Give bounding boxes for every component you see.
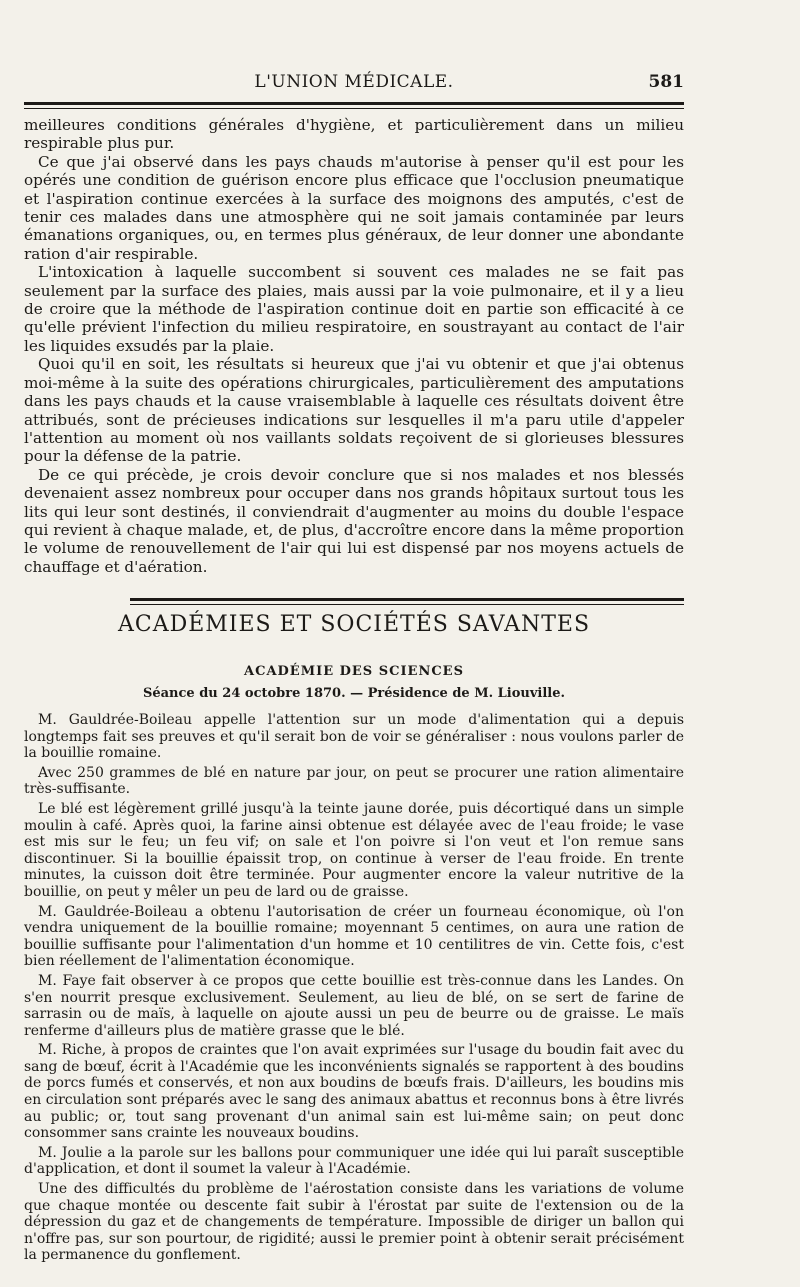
paragraph: meilleures conditions générales d'hygiène, et particulièrement dans un milieu respirable plus pur. xyxy=(24,116,684,153)
page-header xyxy=(24,70,684,102)
running-title: L'UNION MÉDICALE. xyxy=(254,72,454,92)
paragraph: Le blé est légèrement grillé jusqu'à la teinte jaune dorée, puis décortiqué dans un simple moulin à café. Après quoi, la farine ainsi obtenue est délayée avec de l'eau froide; le vase est mis sur le feu; un feu vif; on sale et l'on poivre si l'on veut et l'on remue sans discontinuer. Si la bouillie épaissit trop, on continue à verser de l'eau froide. En trente minutes, la cuisson doit être terminée. Pour augmenter encore la valeur nutritive de la bouillie, on peut y mêler un peu de lard ou de graisse. xyxy=(24,800,684,900)
academy-report xyxy=(24,712,684,1267)
paragraph: Avec 250 grammes de blé en nature par jour, on peut se procurer une ration alimentaire très-suffisante. xyxy=(24,764,684,798)
section-title: ACADÉMIES ET SOCIÉTÉS SAVANTES xyxy=(117,612,591,637)
paragraph: Quoi qu'il en soit, les résultats si heureux que j'ai vu obtenir et que j'ai obtenus moi-même à la suite des opérations chirurgicales, particulièrement des amputations dans les pays chauds et la cause vraisemblable à laquelle ces résultats doivent être attribués, sont de précieuses indications sur lesquelles il m'a paru utile d'appeler l'attention au moment où nos vaillants soldats reçoivent de si glorieuses blessures pour la défense de la patrie. xyxy=(24,355,684,466)
paragraph: M. Riche, à propos de craintes que l'on avait exprimées sur l'usage du boudin fait avec du sang de bœuf, écrit à l'Académie que les inconvénients signalés se rapportent à des boudins de porcs fumés et conservés, et non aux boudins de bœufs frais. D'ailleurs, les boudins mis en circulation sont préparés avec le sang des animaux abattus et reconnus bons à être livrés au public; or, tout sang provenant d'un animal sain est lui-même sain; on peut donc consommer sans crainte les nouveaux boudins. xyxy=(24,1042,684,1142)
section-rule xyxy=(130,598,684,601)
paragraph: Une des difficultés du problème de l'aérostation consiste dans les variations de volume que chaque montée ou descente fait subir à l'érostat par suite de l'extension ou de la dépression du gaz et de changements de température. Impossible de diriger un ballon qui n'offre pas, sur son pourtour, de rigidité; aussi le premier point à obtenir serait précisément la permanence du gonflement. xyxy=(24,1181,684,1264)
header-rule-thin xyxy=(24,108,684,109)
paragraph: Ce que j'ai observé dans les pays chauds m'autorise à penser qu'il est pour les opérés une condition de guérison encore plus efficace que l'occlusion pneumatique et l'aspiration continue exercées à la surface des moignons des amputés, c'est de tenir ces malades dans une atmosphère qui ne soit jamais contaminée par leurs émanations organiques, ou, en termes plus généraux, de leur donner une abondante ration d'air respirable. xyxy=(24,152,684,263)
section-rule-thin xyxy=(130,604,684,605)
paragraph: M. Faye fait observer à ce propos que cette bouillie est très-connue dans les Landes. On s'en nourrit presque exclusivement. Seulement, au lieu de blé, on se sert de farine de sarrasin ou de maïs, à laquelle on ajoute aussi un peu de beurre ou de graisse. Le maïs renferme d'ailleurs plus de matière grasse que le blé. xyxy=(24,972,684,1039)
paragraph: L'intoxication à laquelle succombent si souvent ces malades ne se fait pas seulement par la surface des plaies, mais aussi par la voie pulmonaire, et il y a lieu de croire que la méthode de l'aspiration continue doit en partie son efficacité à ce qu'elle prévient l'infection du milieu respiratoire, en soustrayant au contact de l'air les liquides exsudés par la plaie. xyxy=(24,263,684,355)
paragraph: De ce qui précède, je crois devoir conclure que si nos malades et nos blessés devenaient assez nombreux pour occuper dans nos grands hôpitaux surtout tous les lits qui leur sont destinés, il conviendrait d'augmenter au moins du double l'espace qui revient à chaque malade, et, de plus, d'accroître encore dans la même proportion le volume de renouvellement de l'air qui lui est dispensé par nos moyens actuels de chauffage et d'aération. xyxy=(24,465,684,576)
session-line: Séance du 24 octobre 1870. — Présidence de M. Liouville. xyxy=(142,686,566,701)
paragraph: M. Joulie a la parole sur les ballons pour communiquer une idée qui lui paraît susceptible d'application, et dont il soumet la valeur à l'Académie. xyxy=(24,1144,684,1178)
page-number: 581 xyxy=(648,72,684,92)
header-rule xyxy=(24,102,684,105)
article-continuation xyxy=(24,116,684,576)
paragraph: M. Gauldrée-Boileau a obtenu l'autorisation de créer un fourneau économique, où l'on vendra uniquement de la bouillie romaine; moyennant 5 centimes, on aura une ration de bouillie suffisante pour l'alimentation d'un homme et 10 centilitres de vin. Cette fois, c'est bien réellement de l'alimentation économique. xyxy=(24,903,684,970)
paragraph: M. Gauldrée-Boileau appelle l'attention sur un mode d'alimentation qui a depuis longtemps fait ses preuves et qu'il serait bon de voir se généraliser : nous voulons parler de la bouillie romaine. xyxy=(24,712,684,762)
subsection-title: ACADÉMIE DES SCIENCES xyxy=(244,664,464,679)
